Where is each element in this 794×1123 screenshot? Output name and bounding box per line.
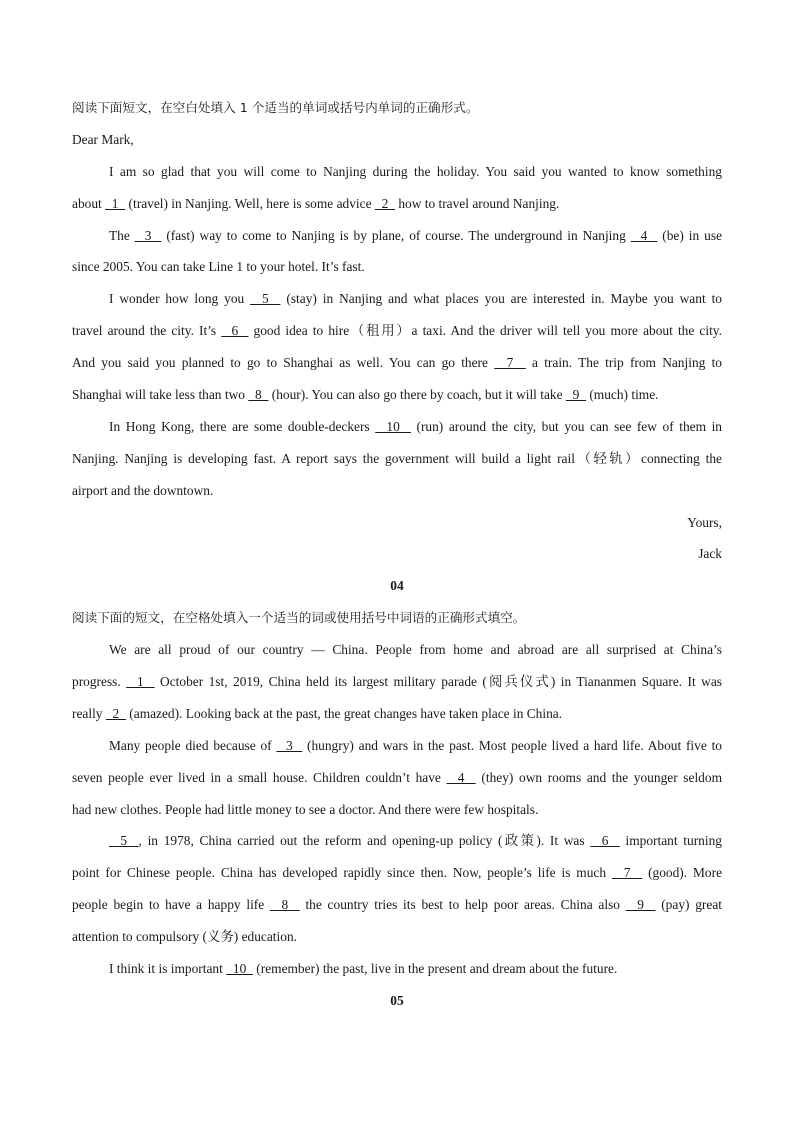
passage-text: airport and the downtown. [72, 482, 214, 498]
passage-text: In Hong Kong, there are some double-deckers [109, 418, 376, 434]
letter-signature: Jack [698, 546, 722, 562]
passage-line [72, 411, 722, 443]
letter-salutation: Dear Mark, [72, 131, 134, 147]
answer-blank: 5 [109, 833, 139, 849]
passage-line [72, 347, 722, 379]
passage-line [72, 889, 722, 921]
passage-line [72, 156, 722, 188]
passage-text: (hungry) and wars in the past. Most people lived a hard life. About five to [302, 737, 722, 753]
passage-text: Nanjing. Nanjing is developing fast. A report says the government will build a light rail（轻轨）connecting the [72, 450, 722, 466]
passage-text: (remember) the past, live in the present and dream about the future. [252, 961, 618, 977]
passage-text: really [72, 705, 106, 721]
answer-blank: 6 [221, 323, 249, 339]
passage-text: people begin to have a happy life [72, 897, 270, 913]
passage-text: good idea to hire（租用）a taxi. And the driver will tell you more about the city. [248, 323, 722, 339]
passage-line [72, 443, 722, 475]
passage-text: since 2005. You can take Line 1 to your hotel. It’s fast. [72, 259, 365, 275]
passage-text: , in 1978, China carried out the reform and opening-up policy (政策). It was [138, 833, 591, 849]
answer-blank: 9 [565, 387, 586, 403]
answer-blank: 4 [446, 769, 476, 785]
answer-blank: 7 [611, 865, 643, 881]
passage-text: point for Chinese people. China has developed rapidly since then. Now, people’s life is much [72, 865, 612, 881]
passage-text: how to travel around Nanjing. [394, 195, 560, 211]
passage-text: (stay) in Nanjing and what places you are interested in. Maybe you want to [280, 291, 722, 307]
passage-line [72, 953, 722, 985]
passage-text: progress. [72, 674, 127, 690]
answer-blank: 8 [269, 897, 300, 913]
answer-blank: 1 [105, 195, 126, 211]
passage-text: I wonder how long you [109, 291, 251, 307]
letter-closing: Yours, [687, 514, 722, 530]
passage-text: And you said you planned to go to Shanghai as well. You can go there [72, 355, 495, 371]
passage-text: (run) around the city, but you can see few of them in [410, 418, 722, 434]
section1-instruction: 阅读下面短文，在空白处填入 1 个适当的单词或括号内单词的正确形式。 [72, 100, 479, 115]
passage-text: (fast) way to come to Nanjing is by plane, of course. The underground in Nanjing [161, 227, 631, 243]
passage-text: important turning [619, 833, 722, 849]
section1-passage [72, 156, 722, 507]
passage-line [72, 188, 722, 220]
answer-blank: 1 [126, 674, 155, 690]
passage-text: about [72, 195, 106, 211]
section2-instruction: 阅读下面的短文，在空格处填入一个适当的词或使用括号中词语的正确形式填空。 [72, 610, 526, 626]
answer-blank: 5 [250, 291, 281, 307]
passage-line [72, 220, 722, 252]
answer-blank: 9 [625, 897, 656, 913]
passage-text: We are all proud of our country — China. People from home and abroad are all surprised at China’s [109, 642, 722, 658]
passage-text: I am so glad that you will come to Nanjing during the holiday. You said you wanted to know something [109, 163, 722, 179]
passage-text: (pay) great [655, 897, 722, 913]
document-page [72, 92, 722, 1017]
passage-text: attention to compulsory (义务) education. [72, 929, 297, 945]
passage-line [72, 857, 722, 889]
passage-line [72, 921, 722, 953]
passage-line [72, 283, 722, 315]
passage-line [72, 666, 722, 698]
answer-blank: 4 [630, 227, 658, 243]
answer-blank: 2 [374, 195, 395, 211]
answer-blank: 10 [375, 418, 411, 434]
passage-line [72, 379, 722, 411]
answer-blank: 10 [226, 961, 253, 977]
passage-text: (amazed). Looking back at the past, the great changes have taken place in China. [125, 705, 563, 721]
answer-blank: 2 [105, 705, 126, 721]
passage-line [72, 251, 722, 283]
answer-blank: 8 [248, 387, 269, 403]
passage-text: I think it is important [109, 961, 227, 977]
passage-text: the country tries its best to help poor areas. China also [299, 897, 626, 913]
passage-text: October 1st, 2019, China held its largest military parade (阅兵仪式) in Tiananmen Square. It was [154, 674, 722, 690]
passage-text: travel around the city. It’s [72, 323, 222, 339]
answer-blank: 7 [494, 355, 526, 371]
passage-line [72, 698, 722, 730]
passage-text: (much) time. [586, 387, 659, 403]
section2-number: 04 [390, 578, 404, 594]
passage-line [72, 315, 722, 347]
passage-line [72, 634, 722, 666]
answer-blank: 3 [276, 737, 303, 753]
passage-text: (hour). You can also go there by coach, but it will take [268, 387, 566, 403]
passage-text: (good). More [642, 865, 723, 881]
passage-line [72, 475, 722, 507]
passage-text: (be) in use [657, 227, 723, 243]
passage-text: seven people ever lived in a small house. Children couldn’t have [72, 769, 447, 785]
passage-line [72, 825, 722, 857]
passage-line [72, 730, 722, 762]
answer-blank: 6 [590, 833, 620, 849]
passage-text: Many people died because of [109, 737, 277, 753]
passage-text: (they) own rooms and the younger seldom [475, 769, 722, 785]
passage-text: a train. The trip from Nanjing to [525, 355, 722, 371]
passage-line [72, 794, 722, 826]
passage-line [72, 762, 722, 794]
section3-number: 05 [390, 992, 404, 1008]
passage-text: The [109, 227, 135, 243]
passage-text: Shanghai will take less than two [72, 387, 249, 403]
passage-text: (travel) in Nanjing. Well, here is some advice [125, 195, 375, 211]
answer-blank: 3 [134, 227, 162, 243]
passage-text: had new clothes. People had little money to see a doctor. And there were few hospitals. [72, 801, 539, 817]
section2-passage [72, 634, 722, 985]
